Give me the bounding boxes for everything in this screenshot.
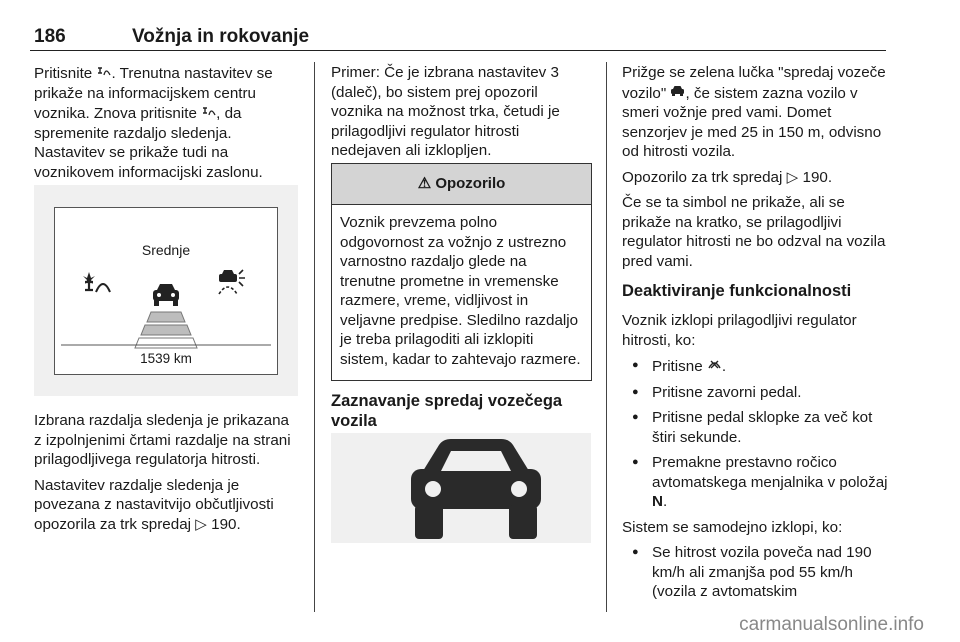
bullet-list [622,356,892,512]
warning-icon: ⚠ [417,175,432,192]
bullet-list [622,543,892,602]
list-item: ● Pritisne . [622,356,892,377]
page-ref-icon: ▷ [786,168,803,186]
column-1 [34,63,300,188]
cruise-cancel-icon [707,356,722,376]
distance-mode-label: Srednje [141,242,191,258]
paragraph: Opozorilo za trk spredaj ▷ 190. [622,168,833,186]
column-1-lower [34,411,300,540]
chapter-title: Vožnja in rokovanje [132,26,310,47]
page-ref[interactable]: 190. [802,168,833,186]
odometer-readout: 1539 km [140,351,192,366]
paragraph: Če se ta simbol ne prikaže, ali se prikaže na kratko, se prilagodljivi regulator hitrosti ne bo odzval na vozila pred vami. [622,194,886,270]
paragraph: Prižge se zelena lučka "spredaj vozeče vozilo" , če sistem zazna vozilo v smeri vožnje pred vami. Domet senzorjev je med 25 in 150 m, odvisno od hitrosti vozila. [622,64,886,160]
distance-bar-2 [141,325,191,335]
follow-distance-icon [201,103,216,123]
paragraph: Pritisnite . Trenutna nastavitev se prikaže na informacijskem centru voznika. Znova pritisnite , da spremenite razdaljo sledenja. Nastavitev se prikaže tudi na voznikovem informacijski zaslonu. [34,65,273,181]
list-item: ● Pritisne zavorni pedal. [622,383,892,403]
warning-box [331,163,592,381]
vehicle-ahead-icon [153,284,179,306]
distance-bar-3 [135,338,197,348]
paragraph: Sistem se samodejno izklopi, ko: [622,518,843,536]
page-ref-icon: ▷ [195,515,212,533]
paragraph: Nastavitev razdalje sledenja je povezana z nastavitvijo občutljivosti opozorila za trk spredaj ▷ 190. [34,476,274,533]
page-ref[interactable]: 190. [211,515,241,533]
distance-bar-1 [147,312,185,322]
display-figure [34,185,298,396]
paragraph: Primer: Če je izbrana nastavitev 3 (daleč), bo sistem prej opozoril voznika na možnost trka, četudi je prilagodljivi regulator hitrosti nedejaven ali izklopljen. [331,64,560,159]
collision-sensitivity-icon [219,270,245,294]
vehicle-ahead-icon [331,433,591,543]
follow-distance-icon [96,63,111,83]
display-graphics [55,208,277,374]
page-header [30,26,886,51]
column-divider-1 [314,62,315,612]
warning-text: Voznik prevzema polno odgovornost za vožnjo z ustrezno varnostno razdaljo glede na trenutne prometne in vremenske razmere, vreme, vidljivost in veljavne predpise. Sledilno razdaljo je treba prilagoditi ali izklopiti sistem, kadar to zahtevajo razmere. [340,214,581,368]
list-item: ● Premakne prestavno ročico avtomatskega menjalnika v položaj N. [622,453,892,512]
column-2 [331,63,593,167]
paragraph: Voznik izklopi prilagodljivi regulator hitrosti, ko: [622,312,857,349]
follow-distance-icon [83,272,110,292]
warning-header: ⚠ Opozorilo [332,164,591,205]
column-divider-2 [606,62,607,612]
section-title: Zaznavanje spredaj vozečega vozila [331,392,563,430]
driver-info-display [54,207,278,375]
section-title: Deaktiviranje funkcionalnosti [622,282,852,300]
watermark: carmanualsonline.info [739,614,924,635]
list-item: ● Pritisne pedal sklopke za več kot štiri sekunde. [622,408,892,447]
paragraph: Izbrana razdalja sledenja je prikazana z izpolnjenimi črtami razdalje na strani prilagodljivega regulatorja hitrosti. [34,412,291,468]
page-number: 186 [34,26,66,47]
list-item: ● Se hitrost vozila poveča nad 190 km/h ali zmanjša pod 55 km/h (vozila z avtomatskim [622,543,892,602]
column-3 [622,63,892,608]
vehicle-ahead-icon [670,83,685,103]
